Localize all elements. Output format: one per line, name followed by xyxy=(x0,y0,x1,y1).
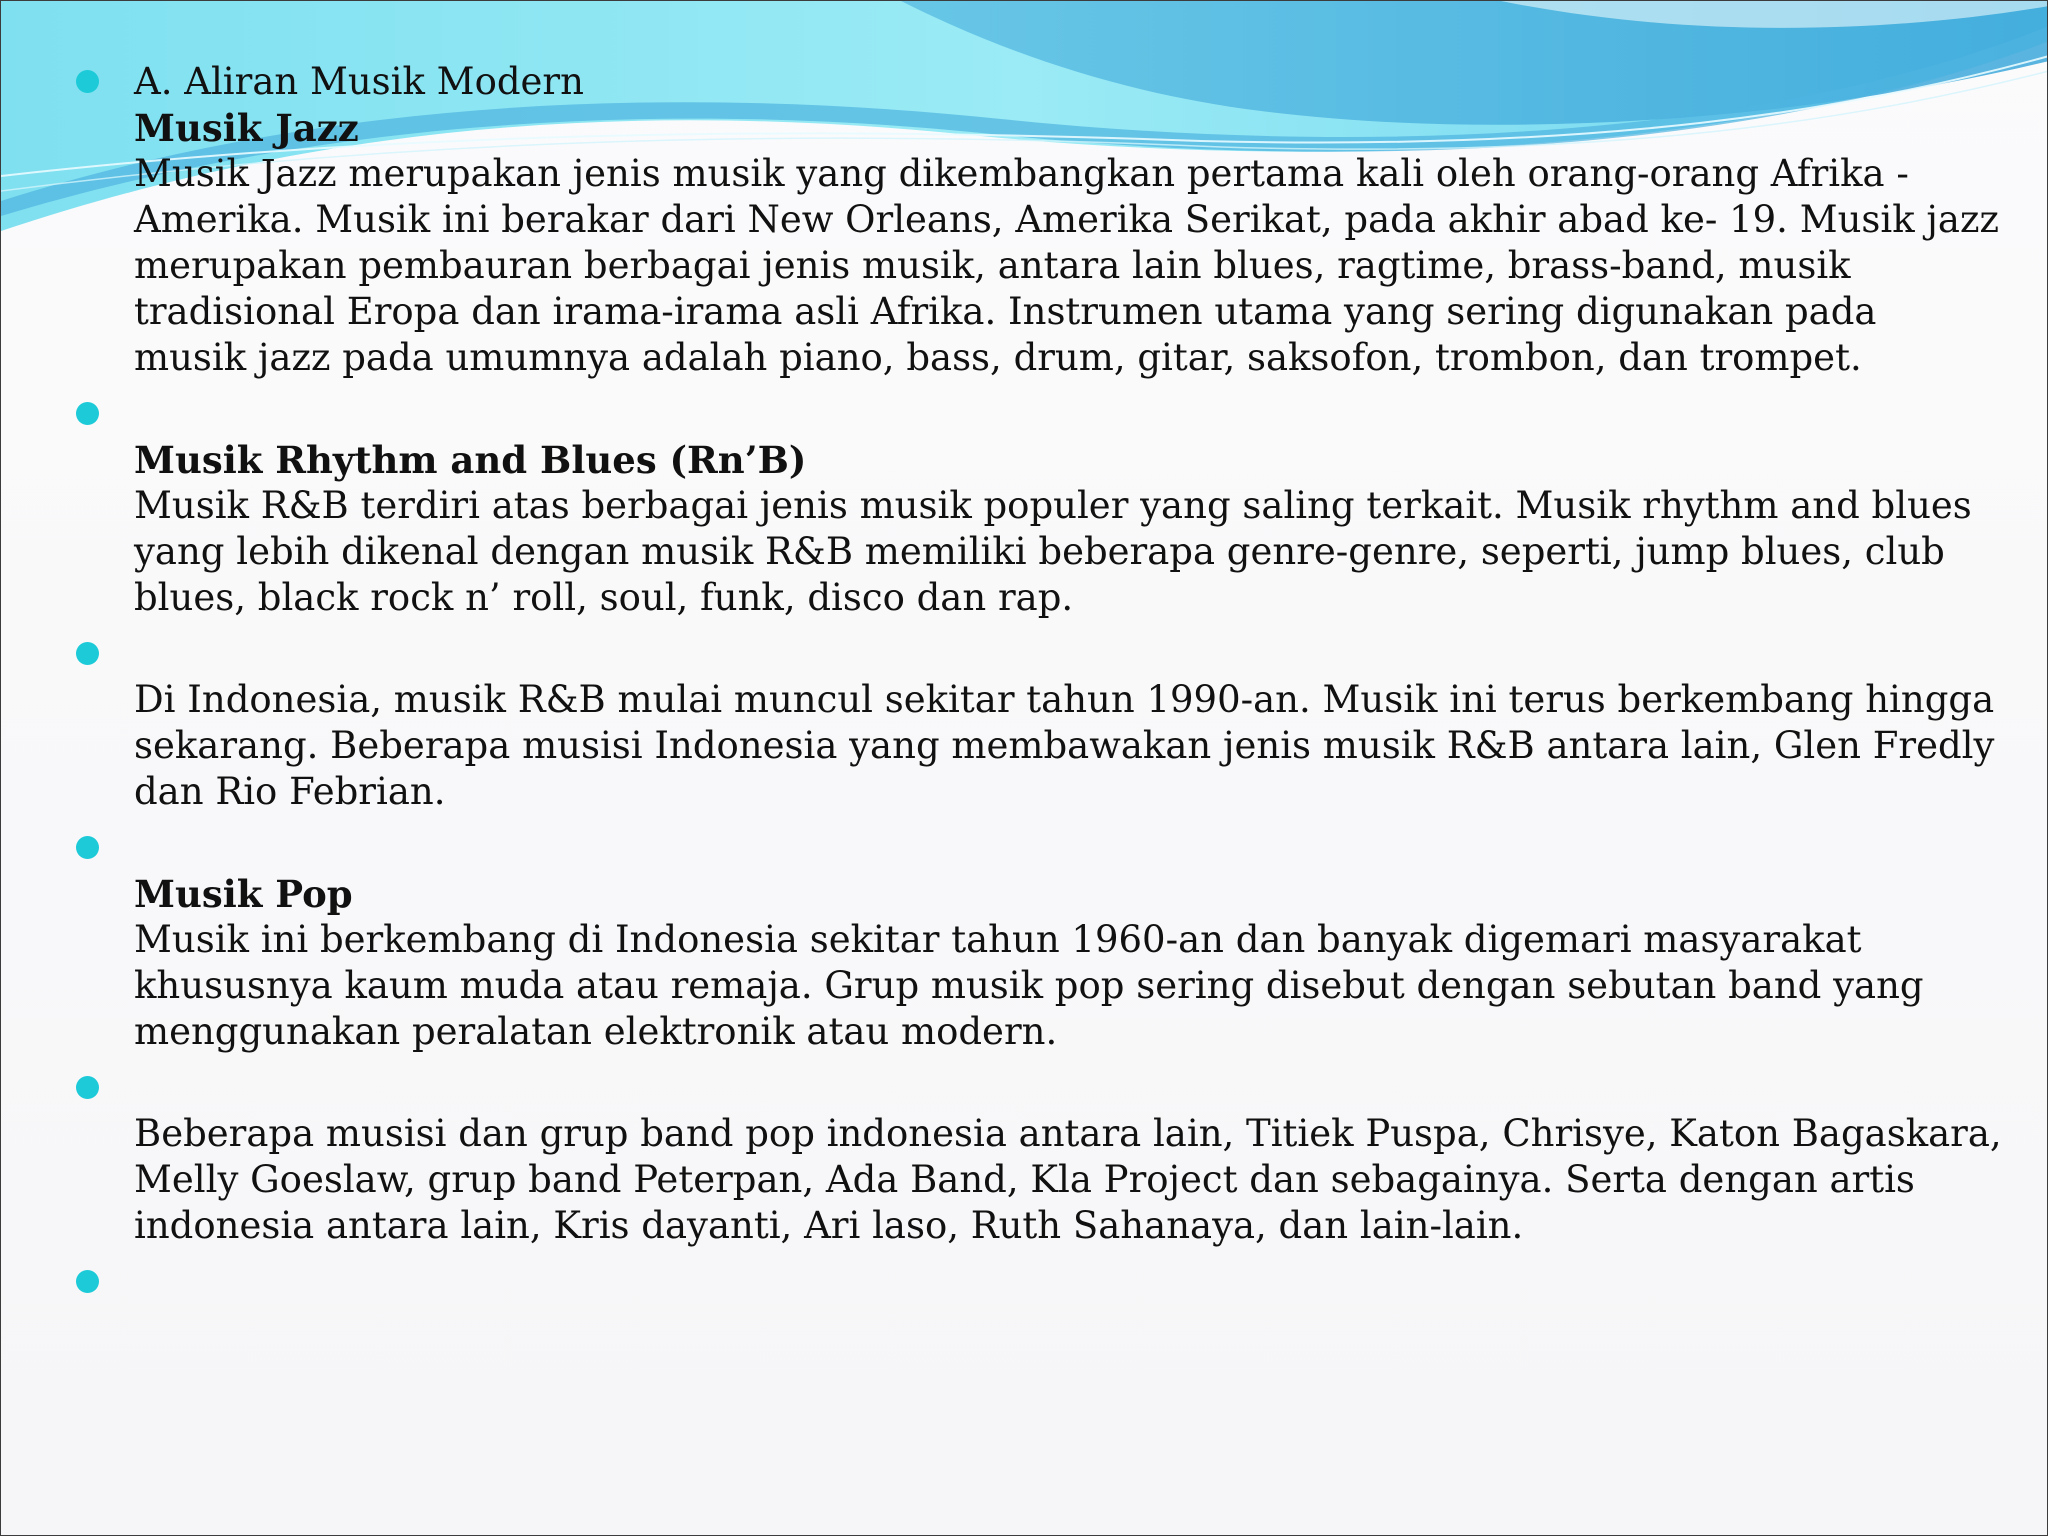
pop-line-1: Musik ini berkembang di Indonesia sekitar tahun 1960-an dan banyak digemari masyarakat xyxy=(134,918,1862,961)
jazz-line-4: tradisional Eropa dan irama-irama asli Afrika. Instrumen utama yang sering digunakan pada xyxy=(134,290,1877,333)
pop-musicians-line-3: indonesia antara lain, Kris dayanti, Ari laso, Ruth Sahanaya, dan lain-lain. xyxy=(134,1204,1524,1247)
section-title: A. Aliran Musik Modern xyxy=(134,60,584,103)
slide-content xyxy=(76,59,2002,1305)
bullet-dot-icon xyxy=(76,642,99,665)
pop-line-2: khususnya kaum muda atau remaja. Grup musik pop sering disebut dengan sebutan band yang xyxy=(134,964,1924,1007)
jazz-line-5: musik jazz pada umumnya adalah piano, bass, drum, gitar, saksofon, trombon, dan trompet. xyxy=(134,336,1862,379)
rnb-indonesia-line-3: dan Rio Febrian. xyxy=(134,770,446,813)
bullet-item-rnb xyxy=(76,391,1976,621)
rnb-indonesia-line-1: Di Indonesia, musik R&B mulai muncul sekitar tahun 1990-an. Musik ini terus berkembang hingga xyxy=(134,678,1995,721)
rnb-line-2: yang lebih dikenal dengan musik R&B memiliki beberapa genre-genre, seperti, jump blues, club xyxy=(134,530,1945,573)
bullet-item-rnb-indonesia xyxy=(76,631,1995,815)
jazz-line-3: merupakan pembauran berbagai jenis musik, antara lain blues, ragtime, brass-band, musik xyxy=(134,244,1851,287)
pop-musicians-line-2: Melly Goeslaw, grup band Peterpan, Ada Band, Kla Project dan sebagainya. Serta dengan artis xyxy=(134,1158,1915,1201)
bullet-item-pop xyxy=(76,825,1976,1055)
bullet-item-empty xyxy=(76,1259,1976,1305)
jazz-line-2: Amerika. Musik ini berakar dari New Orleans, Amerika Serikat, pada akhir abad ke- 19. Musik jazz xyxy=(134,198,1999,241)
pop-musicians-line-1: Beberapa musisi dan grup band pop indonesia antara lain, Titiek Puspa, Chrisye, Katon Bagaskara, xyxy=(134,1112,2002,1155)
bullet-dot-icon xyxy=(76,402,99,425)
bullet-dot-icon xyxy=(76,836,99,859)
pop-line-3: menggunakan peralatan elektronik atau modern. xyxy=(134,1010,1058,1053)
bullet-item-jazz xyxy=(76,59,1999,381)
rnb-line-3: blues, black rock n’ roll, soul, funk, disco dan rap. xyxy=(134,576,1074,619)
bullet-item-pop-musicians xyxy=(76,1065,2002,1249)
rnb-indonesia-line-2: sekarang. Beberapa musisi Indonesia yang membawakan jenis musik R&B antara lain, Glen Fredly xyxy=(134,724,1995,767)
jazz-line-1: Musik Jazz merupakan jenis musik yang dikembangkan pertama kali oleh orang-orang Afrika - xyxy=(134,152,1909,195)
heading-pop: Musik Pop xyxy=(134,872,353,916)
bullet-dot-icon xyxy=(76,1270,99,1293)
heading-rnb: Musik Rhythm and Blues (Rn’B) xyxy=(134,438,807,482)
heading-jazz: Musik Jazz xyxy=(134,106,359,150)
bullet-dot-icon xyxy=(76,70,99,93)
rnb-line-1: Musik R&B terdiri atas berbagai jenis musik populer yang saling terkait. Musik rhythm and blues xyxy=(134,484,1972,527)
bullet-dot-icon xyxy=(76,1076,99,1099)
